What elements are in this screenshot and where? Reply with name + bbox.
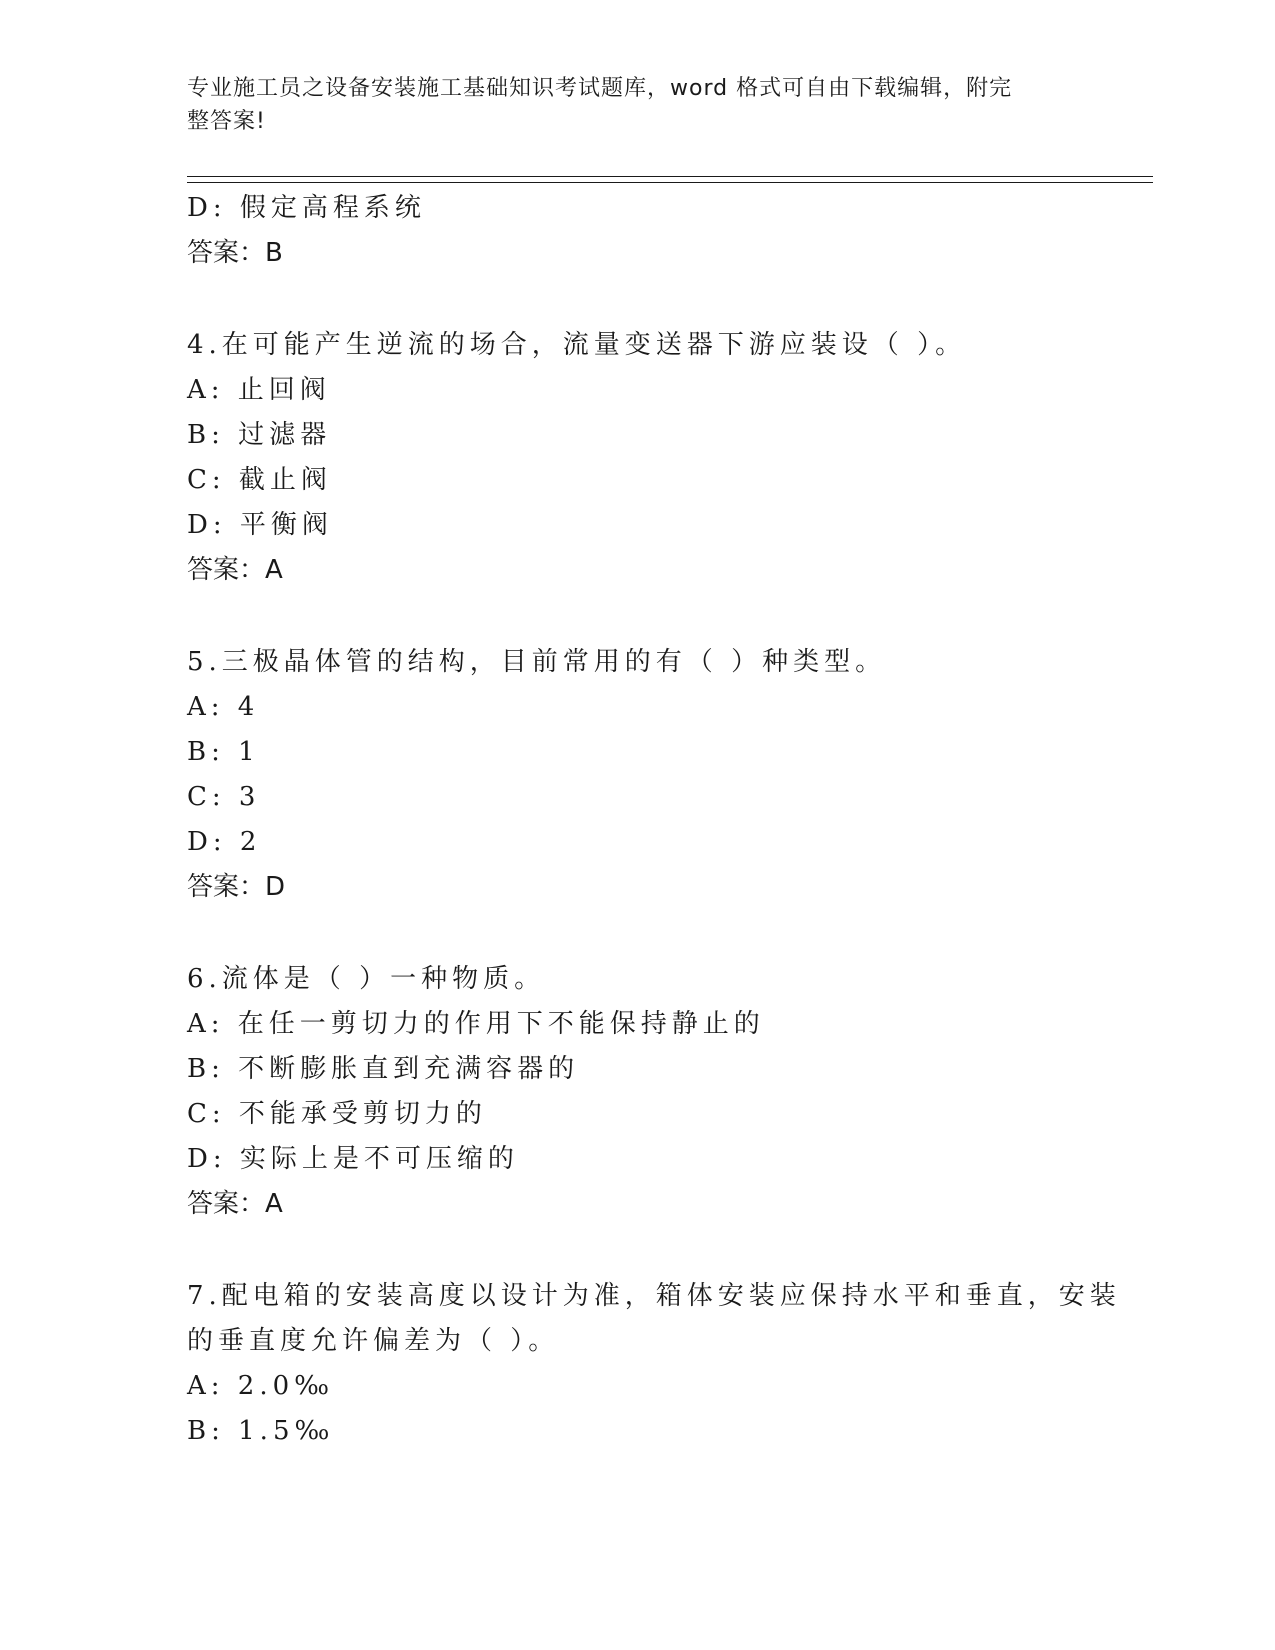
option-c: C: 截止阀	[187, 465, 332, 495]
question-stem: 5.三极晶体管的结构，目前常用的有（ ）种类型。	[187, 647, 887, 677]
question-list	[187, 186, 1121, 1454]
option-b: B: 1	[187, 737, 260, 767]
option-a: A: 4	[187, 692, 260, 722]
question-5	[187, 640, 1087, 910]
option-d: D: 2	[187, 827, 262, 857]
option-b: B: 不断膨胀直到充满容器的	[187, 1054, 580, 1084]
answer: 答案：D	[187, 872, 286, 902]
question-stem-line-2: 的垂直度允许偏差为（ ）。	[187, 1326, 560, 1356]
option-c: C: 3	[187, 782, 261, 812]
spacer	[187, 910, 1087, 957]
question-6	[187, 957, 1087, 1227]
option-c: C: 不能承受剪切力的	[187, 1099, 487, 1129]
question-stem: 4.在可能产生逆流的场合，流量变送器下游应装设（ ）。	[187, 330, 967, 360]
answer: 答案：B	[187, 238, 283, 268]
header-divider-top	[187, 176, 1153, 177]
option-d: D: 实际上是不可压缩的	[187, 1144, 519, 1174]
option-a: A: 在任一剪切力的作用下不能保持静止的	[187, 1009, 765, 1039]
question-3-continuation	[187, 186, 1087, 276]
option-b: B: 过滤器	[187, 420, 332, 450]
question-4	[187, 323, 1087, 593]
answer: 答案：A	[187, 1189, 283, 1219]
spacer	[187, 593, 1087, 640]
option-a: A: 止回阀	[187, 375, 331, 405]
spacer	[187, 1227, 1087, 1274]
question-stem: 6.流体是（ ）一种物质。	[187, 964, 546, 994]
answer: 答案：A	[187, 555, 283, 585]
option-a: A: 2.0‰	[187, 1371, 335, 1401]
question-stem-line-1: 7.配电箱的安装高度以设计为准，箱体安装应保持水平和垂直，安装	[187, 1281, 1121, 1311]
question-7	[187, 1274, 1121, 1454]
option-d: D: 假定高程系统	[187, 193, 426, 223]
header-divider-bottom	[187, 182, 1153, 183]
option-b: B: 1.5‰	[187, 1416, 335, 1446]
option-d: D: 平衡阀	[187, 510, 333, 540]
spacer	[187, 276, 1087, 323]
document-header	[187, 72, 1067, 138]
header-line-2: 整答案!	[187, 109, 266, 134]
header-line-1: 专业施工员之设备安装施工基础知识考试题库，word 格式可自由下载编辑，附完	[187, 76, 1013, 101]
